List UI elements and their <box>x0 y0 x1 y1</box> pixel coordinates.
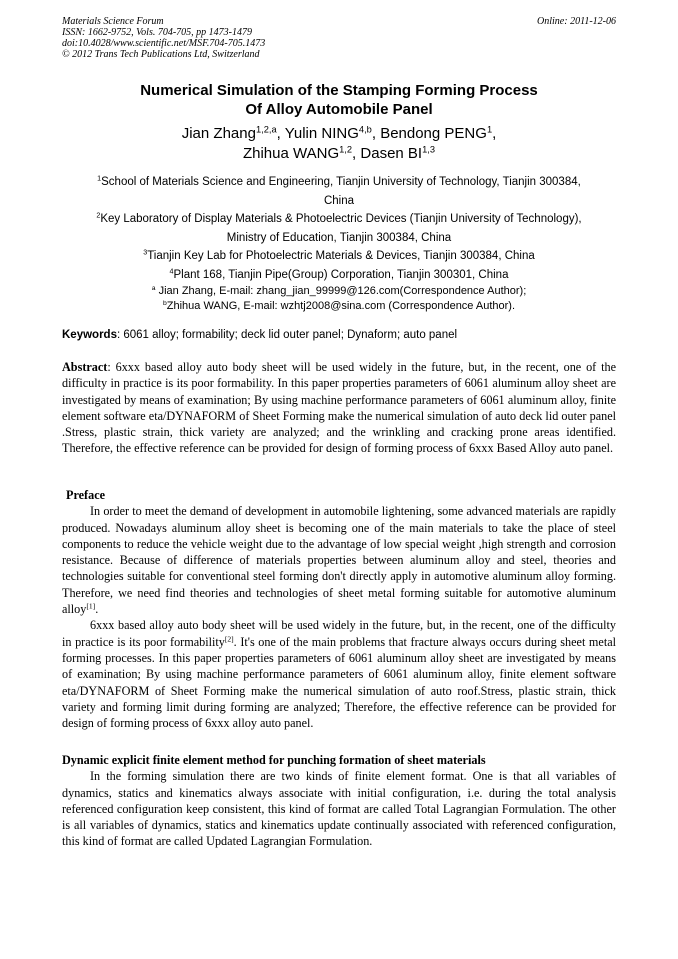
email-mark: a <box>151 284 156 292</box>
abstract-paragraph <box>62 359 616 457</box>
citation: [1] <box>86 601 96 611</box>
preface-section <box>62 487 616 731</box>
author-separator: , <box>371 125 381 142</box>
affiliation-list <box>62 173 616 285</box>
author-affiliation-mark: 1,3 <box>422 144 436 155</box>
keywords-text: : 6061 alloy; formability; deck lid outer panel; Dynaform; auto panel <box>116 329 458 341</box>
affiliation-1-cont: China <box>323 194 355 207</box>
affiliation-text: School of Materials Science and Engineering, Tianjin University of Technology, Tianjin 300384, <box>101 176 581 188</box>
journal-name: Materials Science Forum <box>62 16 164 27</box>
author-name: Yulin NING <box>284 125 359 142</box>
author-separator: , <box>492 125 497 142</box>
affiliation-mark: 1 <box>97 174 102 183</box>
affiliation-2 <box>62 210 616 229</box>
citation: [2] <box>224 634 234 644</box>
title-line-1: Numerical Simulation of the Stamping Forming Process <box>140 82 538 99</box>
abstract-text: : 6xxx based alloy auto body sheet will be used widely in the future, but, in the recent, one of the difficulty in practice is its poor formability. In this paper properties parameters of 6061 aluminum alloy sheet are investigated by means of examination; By using machine performance parameters of 6061 aluminum alloy, finite element software eta/DYNAFORM of Sheet Forming make the numerical simulation of auto deck lid outer panel .Stress, plastic strain, thick variety are analyzed; and the wrinkling and cracking prone areas identified. Therefore, the effective reference can be provided for design of forming process of 6xxx Based Alloy auto panel. <box>62 360 616 456</box>
affiliation-1 <box>62 173 616 192</box>
affiliation-mark: 2 <box>96 211 101 220</box>
author-affiliation-mark: 1,2 <box>339 144 353 155</box>
affiliation-2-cont: Ministry of Education, Tianjin 300384, China <box>226 231 452 244</box>
paragraph-text: 6xxx based alloy auto body sheet will be used widely in the future, but, in the recent, one of the difficulty in practice is its poor formability <box>62 618 616 649</box>
author-line-1 <box>62 124 616 144</box>
finite-element-section <box>62 752 616 850</box>
paragraph-text: . It's one of the main problems that fracture always occurs during sheet metal forming processes. In this paper properties parameters of 6061 aluminum alloy sheet are investigated by means of examination; By using machine performance parameters of 6061 aluminum alloy, finite element software eta/DYNAFORM of Sheet Forming make the numerical simulation of auto roof.Stress, plastic strain, thick variety and forming limit during forming are analyzed; Therefore, the effective reference can be provided for design of forming process of 6xxx alloy auto panel. <box>62 634 616 731</box>
preface-paragraph-2 <box>62 617 616 731</box>
abstract-label: Abstract <box>62 360 108 374</box>
doi-line: doi:10.4028/www.scientific.net/MSF.704-705.1473 <box>62 38 266 49</box>
affiliation-mark: 3 <box>143 249 148 258</box>
copyright-line: © 2012 Trans Tech Publications Ltd, Switzerland <box>62 49 260 60</box>
issn-line: ISSN: 1662-9752, Vols. 704-705, pp 1473-1479 <box>62 27 252 38</box>
email-text: Zhihua WANG, E-mail: wzhtj2008@sina.com (Correspondence Author). <box>166 299 516 312</box>
section-paragraph-1: In the forming simulation there are two kinds of finite element format. One is that all variables of dynamics, statics and kinematics always associate with initial configuration, i.e. during the total analysis referenced configuration keep consistent, this kind of format are called Total Lagrangian Formulation. The other is all variables of dynamics, statics and kinematics update continually associated with referenced configuration, this kind of format are called Updated Lagrangian Formulation. <box>62 769 616 849</box>
paragraph-text: In order to meet the demand of development in automobile lightening, some advanced materials are rapidly produced. Nowadays aluminum alloy sheet is becoming one of the main materials to take the place of steel components to reduce the vehicle weight due to the advantage of low special weight ,high strength and corrosion resistance. Because of difference of materials properties between aluminum alloy and steel, theories and technologies suitable for conventional steel forming don't directly apply in automotive aluminum alloy forming. Therefore, we need find theories and technologies of sheet metal forming suitable for automotive aluminum alloy <box>62 504 616 617</box>
affiliation-3 <box>62 247 616 266</box>
author-separator: , <box>276 125 285 142</box>
abstract <box>62 359 616 457</box>
author-line-2 <box>62 144 616 164</box>
author-name: Jian Zhang <box>181 125 256 142</box>
section-heading: Dynamic explicit finite element method for punching formation of sheet materials <box>62 753 486 767</box>
email-line-1 <box>62 284 616 299</box>
paper-title <box>62 81 616 119</box>
preface-heading: Preface <box>66 488 106 502</box>
author-affiliation-mark: 1,2,a <box>255 124 277 135</box>
affiliation-text: Plant 168, Tianjin Pipe(Group) Corporation, Tianjin 300301, China <box>173 268 509 281</box>
journal-header <box>62 16 482 60</box>
author-name: Bendong PENG <box>380 125 487 142</box>
affiliation-mark: 4 <box>169 267 174 276</box>
author-name: Dasen BI <box>360 145 423 162</box>
email-list <box>62 284 616 313</box>
paragraph-text: . <box>95 602 99 617</box>
title-line-2: Of Alloy Automobile Panel <box>245 101 433 118</box>
author-name: Zhihua WANG <box>242 145 340 162</box>
preface-paragraph-1 <box>62 503 616 617</box>
online-date: Online: 2011-12-06 <box>537 16 616 27</box>
keywords-label: Keywords <box>62 329 117 341</box>
keywords <box>62 328 616 343</box>
affiliation-text: Tianjin Key Lab for Photoelectric Materials & Devices, Tianjin 300384, China <box>147 250 535 263</box>
email-text: Jian Zhang, E-mail: zhang_jian_99999@126.com(Correspondence Author); <box>155 285 527 297</box>
email-mark: b <box>162 299 167 307</box>
affiliation-text: Key Laboratory of Display Materials & Photoelectric Devices (Tianjin University of Technology), <box>100 213 582 226</box>
author-list <box>62 124 616 164</box>
affiliation-4 <box>62 266 616 285</box>
author-separator: , <box>352 145 361 162</box>
author-affiliation-mark: 4,b <box>358 124 372 135</box>
author-affiliation-mark: 1 <box>486 124 493 135</box>
email-line-2 <box>62 299 616 314</box>
